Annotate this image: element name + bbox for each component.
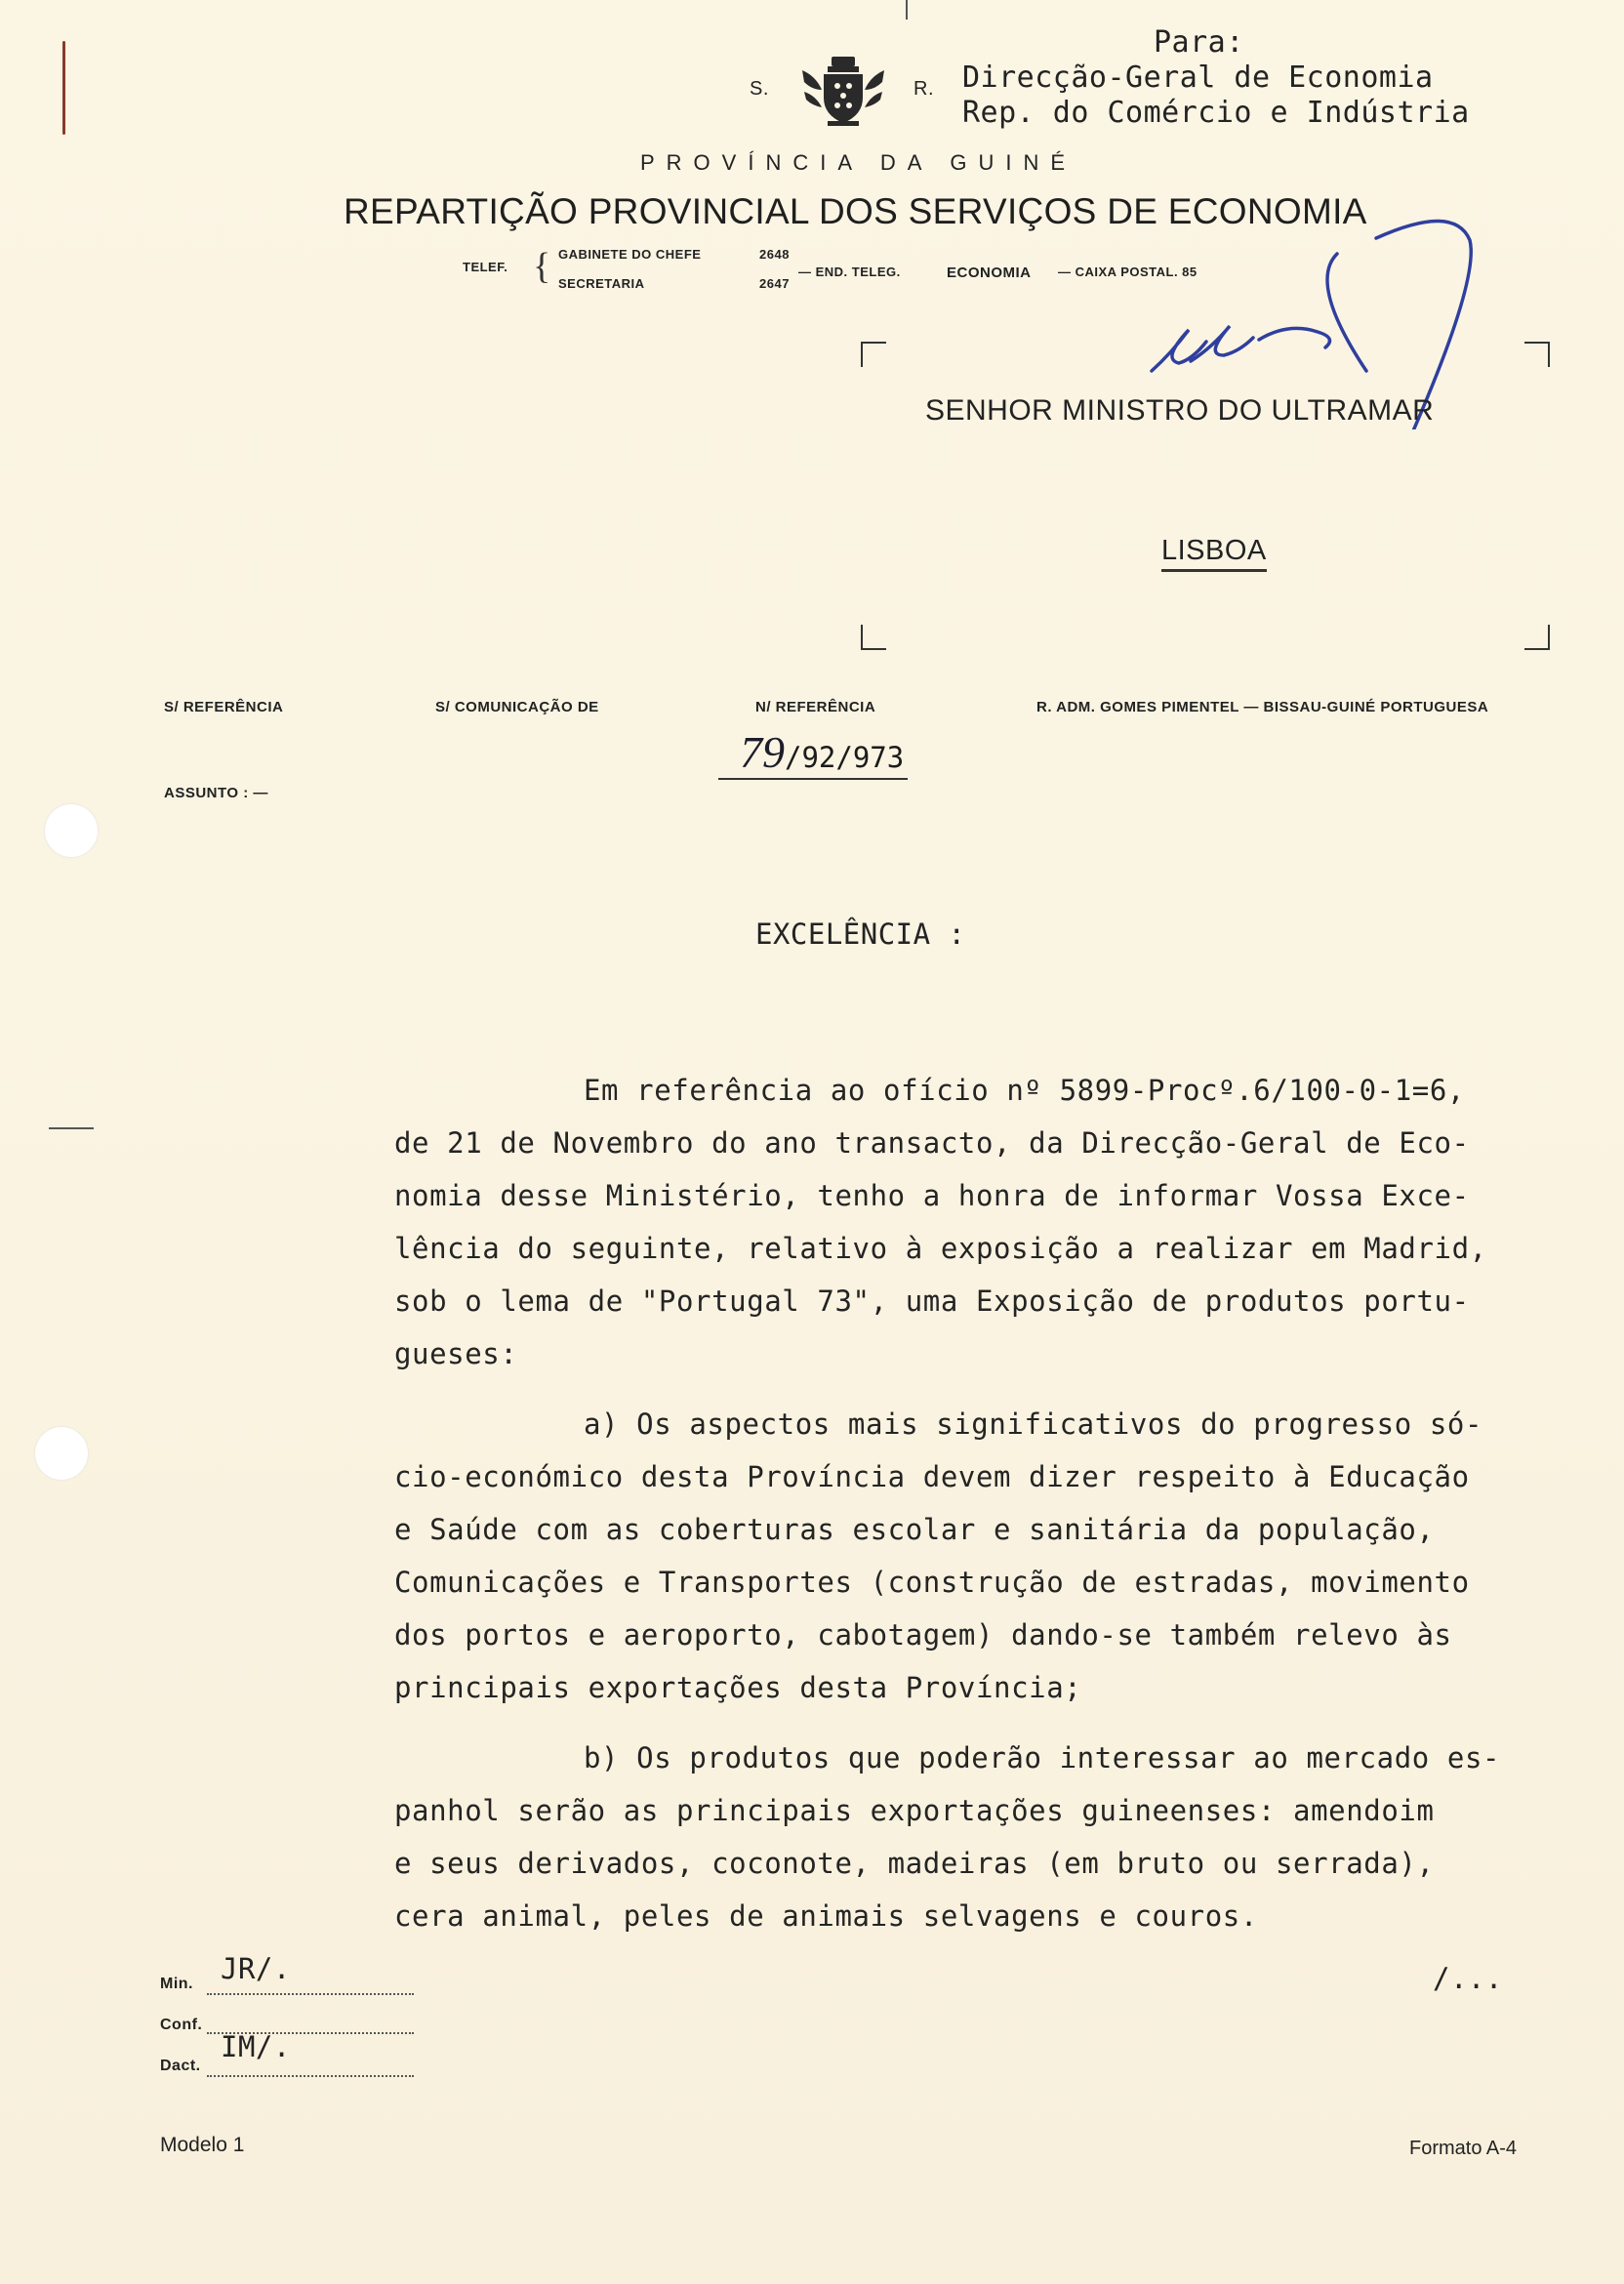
window-corner-br [1524, 625, 1550, 650]
dact-value: IM/. [221, 2030, 291, 2063]
continuation-mark: /... [1433, 1962, 1503, 1995]
phone1-label: GABINETE DO CHEFE [558, 247, 702, 262]
sender-address: R. ADM. GOMES PIMENTEL — BISSAU-GUINÉ PORTUGUESA [1036, 699, 1489, 715]
postal-box: — CAIXA POSTAL. 85 [1058, 265, 1198, 279]
body-line-3: nomia desse Ministério, tenho a honra de informar Vossa Exce- [394, 1179, 1470, 1212]
fold-mark-top [906, 0, 908, 20]
body-line-5: sob o lema de "Portugal 73", uma Exposição de produtos portu- [394, 1285, 1470, 1318]
formato-label: Formato A-4 [1409, 2138, 1518, 2159]
reference-number-typed: /92/973 [785, 741, 905, 774]
body-line-9: e Saúde com as coberturas escolar e sanitária da população, [394, 1513, 1435, 1546]
recipient-city: LISBOA [1161, 535, 1267, 572]
telef-brace: { [533, 246, 551, 287]
coat-of-arms-icon [798, 53, 888, 131]
min-label: Min. [160, 1976, 193, 1992]
modelo-label: Modelo 1 [160, 2134, 245, 2156]
body-line-16: cera animal, peles de animais selvagens e couros. [394, 1899, 1258, 1933]
telegraph-label: — END. TELEG. [798, 265, 901, 279]
min-value: JR/. [221, 1952, 291, 1985]
n-referencia-label: N/ REFERÊNCIA [755, 699, 876, 715]
para-label: Para: [1154, 25, 1244, 60]
body-line-1: Em referência ao ofício nº 5899-Procº.6/100-0-1=6, [584, 1074, 1465, 1107]
fold-mark-left [49, 1127, 94, 1129]
body-line-7: a) Os aspectos mais significativos do progresso só- [584, 1407, 1483, 1441]
body-line-12: principais exportações desta Província; [394, 1671, 1082, 1704]
s-referencia-label: S/ REFERÊNCIA [164, 699, 284, 715]
s-comunicacao-label: S/ COMUNICAÇÃO DE [435, 699, 599, 715]
window-corner-bl [861, 625, 886, 650]
phone2-label: SECRETARIA [558, 276, 645, 291]
assunto-label: ASSUNTO : — [164, 785, 268, 801]
reference-number [718, 726, 908, 780]
addressee-line-2: Rep. do Comércio e Indústria [962, 96, 1470, 130]
telef-label: TELEF. [463, 260, 508, 274]
binder-hole-bottom [35, 1427, 88, 1480]
body-line-11: dos portos e aeroporto, cabotagem) dando-se também relevo às [394, 1618, 1452, 1652]
reference-number-handwritten: 79 [740, 727, 785, 777]
emblem-left-letter: S. [750, 78, 769, 100]
min-line [207, 1993, 414, 1995]
emblem-right-letter: R. [914, 78, 934, 100]
dact-label: Dact. [160, 2058, 201, 2074]
window-corner-tl [861, 342, 886, 367]
binder-hole-top [45, 804, 98, 857]
body-line-2: de 21 de Novembro do ano transacto, da Direcção-Geral de Eco- [394, 1126, 1470, 1160]
body-line-8: cio-económico desta Província devem dizer respeito à Educação [394, 1460, 1470, 1493]
addressee-line-1: Direcção-Geral de Economia [962, 61, 1434, 95]
province-heading: PROVÍNCIA DA GUINÉ [640, 150, 1077, 175]
conf-label: Conf. [160, 2017, 203, 2033]
staple-mark [62, 41, 65, 135]
body-line-6: gueses: [394, 1337, 518, 1370]
dact-line [207, 2075, 414, 2077]
telegraph-word: ECONOMIA [947, 265, 1032, 281]
office-heading: REPARTIÇÃO PROVINCIAL DOS SERVIÇOS DE ECONOMIA [344, 191, 1367, 231]
salutation: EXCELÊNCIA : [755, 918, 966, 951]
body-line-15: e seus derivados, coconote, madeiras (em bruto ou serrada), [394, 1847, 1435, 1880]
body-line-10: Comunicações e Transportes (construção de estradas, movimento [394, 1566, 1470, 1599]
window-corner-tr [1524, 342, 1550, 367]
body-line-13: b) Os produtos que poderão interessar ao mercado es- [584, 1741, 1501, 1774]
body-line-14: panhol serão as principais exportações guineenses: amendoim [394, 1794, 1435, 1827]
phone1-number: 2648 [759, 247, 790, 262]
body-line-4: lência do seguinte, relativo à exposição a realizar em Madrid, [394, 1232, 1487, 1265]
phone2-number: 2647 [759, 276, 790, 291]
recipient-title: SENHOR MINISTRO DO ULTRAMAR [925, 394, 1435, 427]
